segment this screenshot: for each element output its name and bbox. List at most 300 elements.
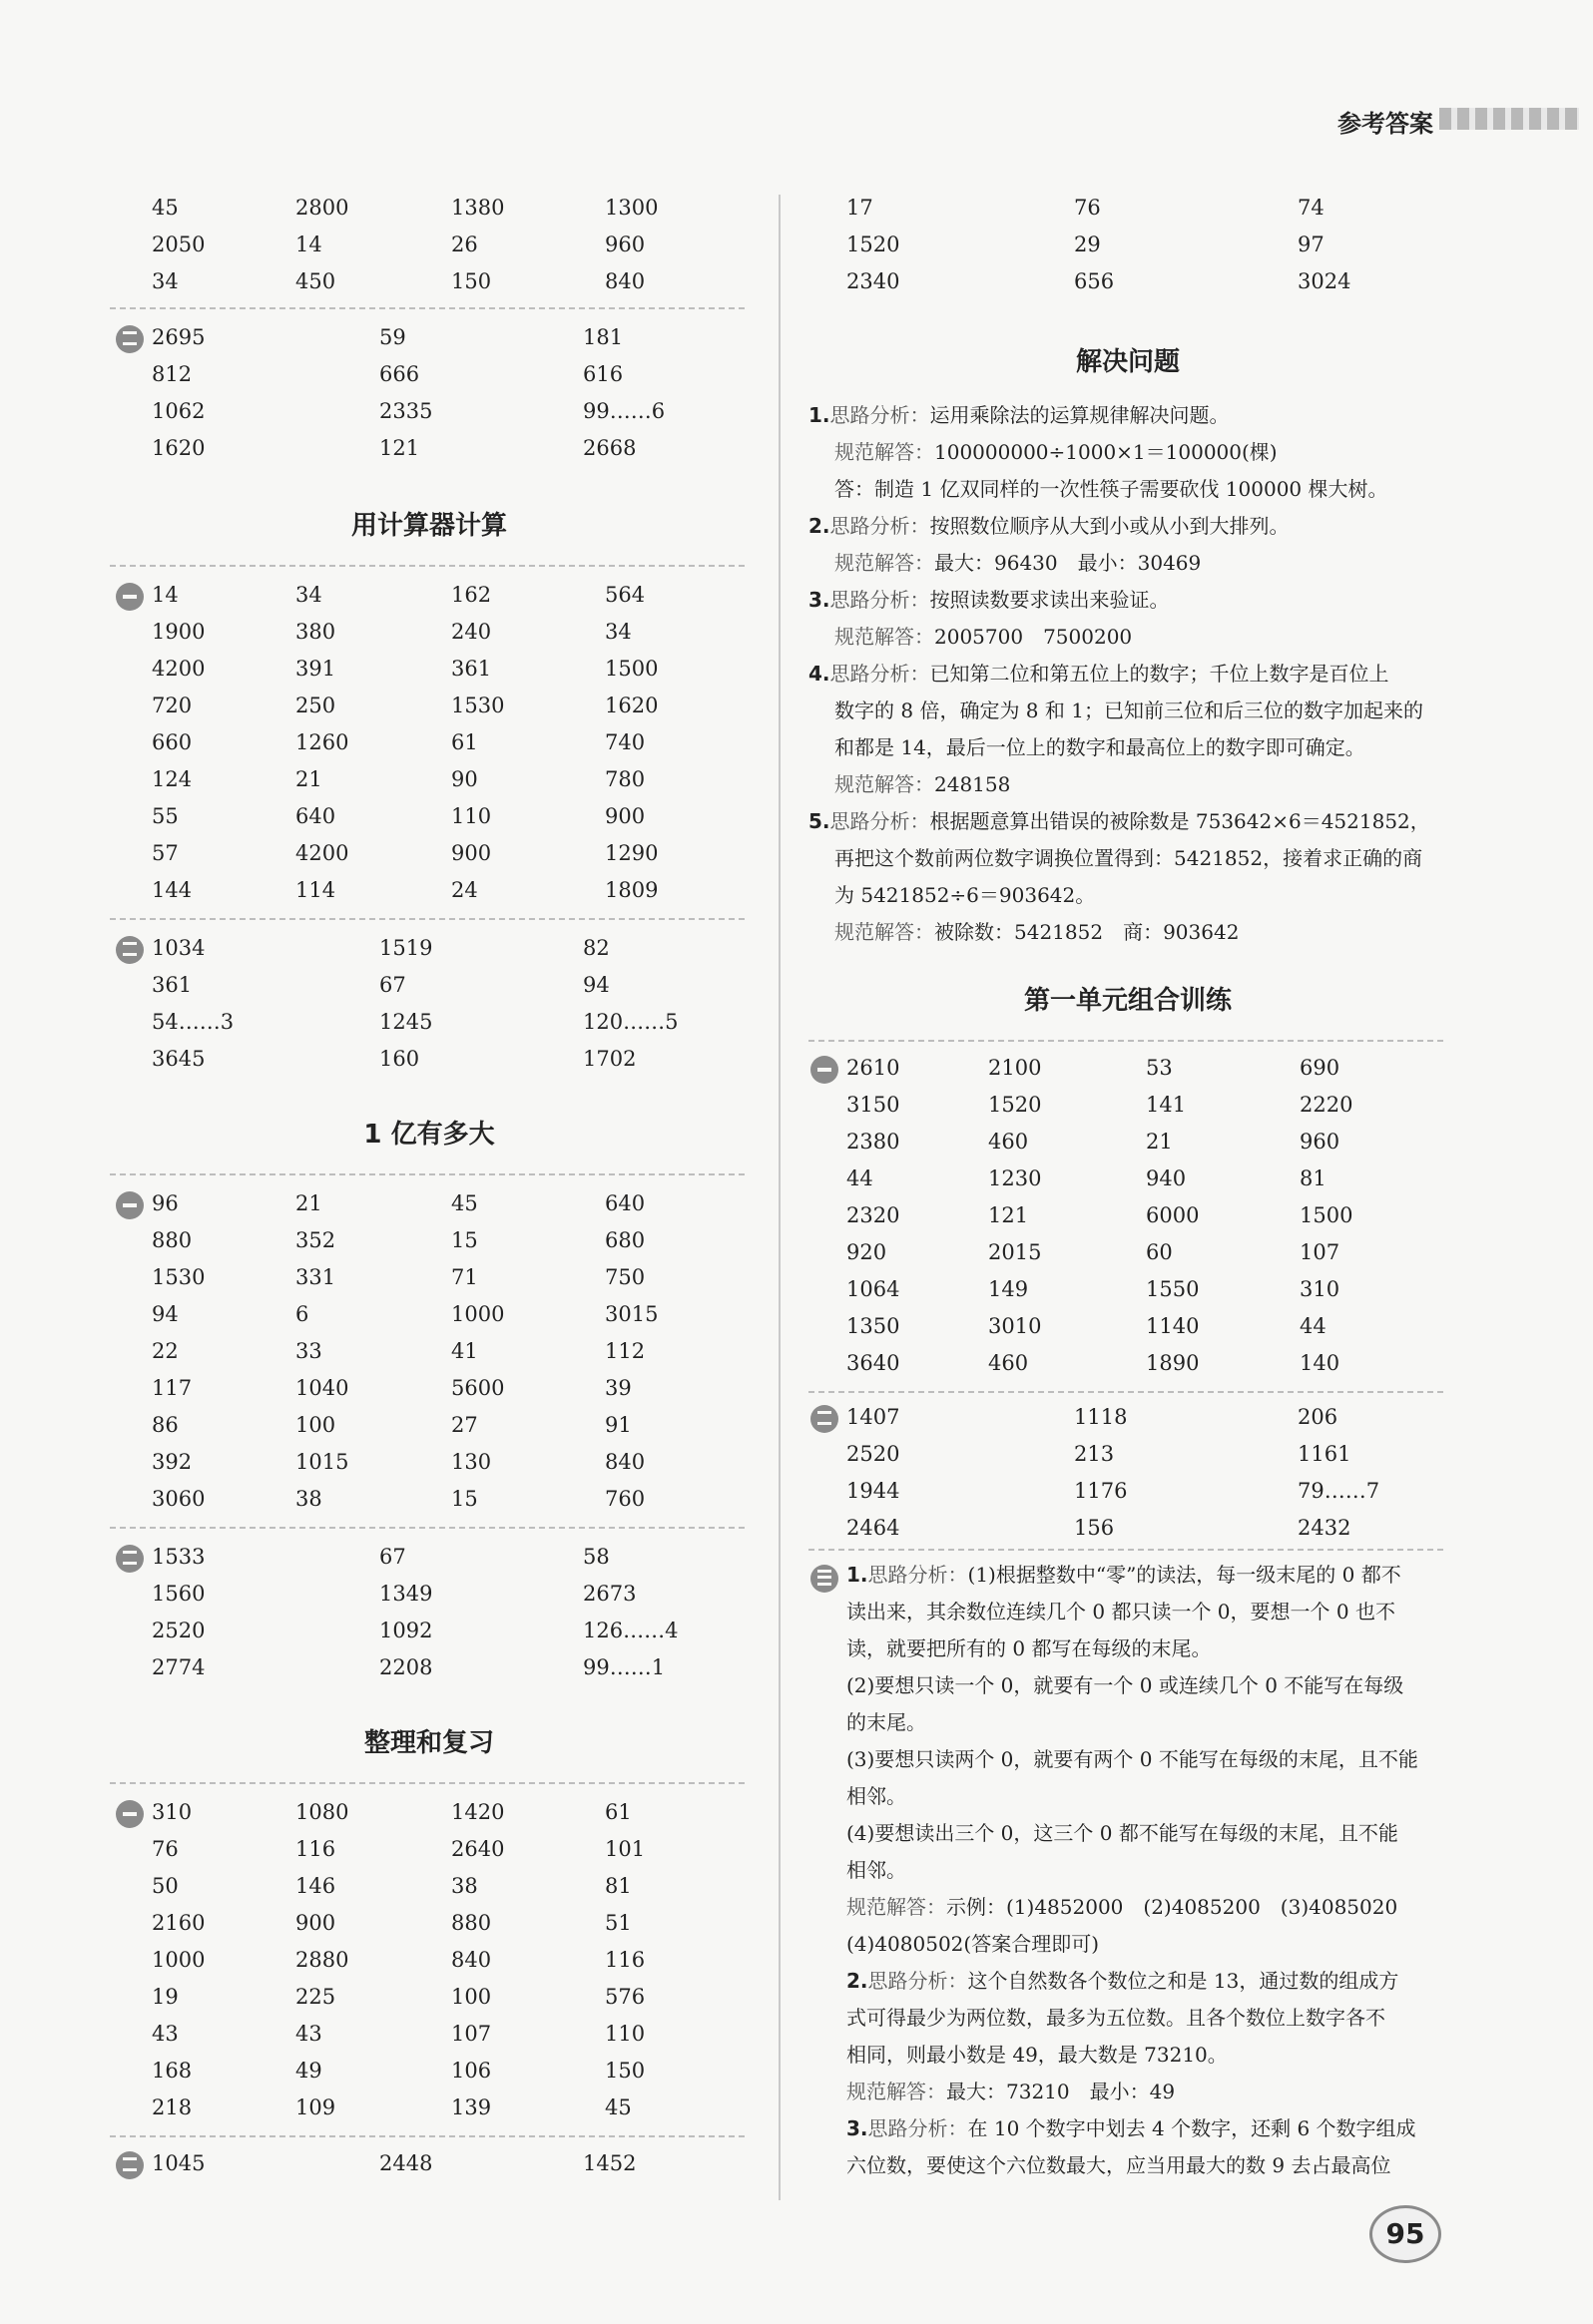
table-row [0,1510,1593,1546]
answer-value: 34 [605,620,632,644]
answer-value: 44 [846,1166,873,1190]
answer-value: 1890 [1146,1351,1200,1375]
answer-value: 51 [605,1911,632,1935]
table-row [0,1345,1593,1381]
answer-value: 60 [1146,1240,1173,1264]
answer-value: 91 [605,1413,632,1437]
answer-value: 206 [1298,1405,1338,1429]
answer-value: 58 [583,1545,610,1569]
answer-value: 1380 [451,196,505,220]
answer-value: 1045 [152,2151,206,2175]
answer-value: 107 [1300,1240,1340,1264]
answer-line [846,1778,906,1815]
answer-value: 564 [605,583,646,607]
answer-value: 141 [1146,1093,1187,1117]
answer-value: 2640 [451,1837,505,1861]
answer-value: 1034 [152,936,206,960]
dashed-separator [808,1391,1443,1393]
answer-value: 19 [152,1985,179,2009]
answer-value: 1230 [988,1166,1042,1190]
answer-text: 的末尾。 [846,1710,926,1734]
answer-value: 656 [1074,269,1115,293]
answer-value: 1000 [451,1302,505,1326]
answer-value: 1118 [1074,1405,1128,1429]
answer-text: 按照读数要求读出来验证。 [929,588,1170,612]
answer-tag: 思路分析： [829,662,930,686]
answer-value: 2050 [152,232,206,256]
answer-value: 680 [605,1228,646,1252]
answer-line [846,1594,1395,1630]
table-row [0,263,1593,299]
answer-line [846,2000,1385,2037]
answer-value: 117 [152,1376,193,1400]
answer-value: 1245 [379,1010,433,1034]
answer-tag: 规范解答： [846,1895,946,1919]
answer-line [846,2147,1390,2184]
answer-value: 45 [152,196,179,220]
answer-value: 21 [295,1191,322,1215]
answer-value: 310 [1300,1277,1340,1301]
answer-value: 1809 [605,878,659,902]
answer-line [846,2074,1175,2110]
answer-value: 576 [605,1985,646,2009]
answer-tag: 思路分析： [867,1969,968,1993]
answer-value: 5600 [451,1376,505,1400]
answer-value: 2673 [583,1582,637,1606]
table-row [0,1271,1593,1307]
answer-value: 97 [1298,232,1325,256]
table-row [0,190,1593,226]
answer-value: 1420 [451,1800,505,1824]
answer-value: 1290 [605,841,659,865]
answer-value: 2610 [846,1056,900,1080]
answer-value: 1080 [295,1800,349,1824]
answer-value: 1260 [295,730,349,754]
table-row [0,1308,1593,1344]
answer-line [846,1704,926,1741]
table-row [0,614,1593,650]
answer-value: 940 [1146,1166,1187,1190]
answer-value: 67 [379,973,406,997]
answer-value: 121 [988,1203,1029,1227]
table-row [0,1234,1593,1270]
dashed-separator [110,307,745,309]
answer-value: 1092 [379,1619,433,1642]
answer-value: 26 [451,232,478,256]
answer-line [834,729,1365,766]
answer-text: (4)要想读出三个 0，这三个 0 都不能写在每级的末尾，且不能 [846,1821,1398,1845]
answer-tag: 规范解答： [834,551,934,575]
answer-value: 460 [988,1351,1029,1375]
answer-text: 在 10 个数字中划去 4 个数字，还剩 6 个数字组成 [967,2116,1416,2140]
answer-text: 和都是 14，最后一位上的数字和最高位上的数字即可确定。 [834,735,1365,759]
answer-tag: 思路分析： [867,2116,968,2140]
answer-text: 运用乘除法的运算规律解决问题。 [929,403,1230,427]
answer-value: 1500 [1300,1203,1353,1227]
answer-text: 根据题意算出错误的被除数是 753642×6＝4521852， [929,809,1430,833]
answer-value: 213 [1074,1442,1115,1466]
answer-value: 2464 [846,1516,900,1540]
answer-line [834,693,1423,729]
answer-value: 3015 [605,1302,659,1326]
answer-value: 4200 [152,657,206,681]
answer-value: 331 [295,1265,336,1289]
answer-value: 49 [295,2059,322,2083]
answer-value: 149 [988,1277,1029,1301]
header-decor-bar [1439,108,1579,130]
answer-value: 1064 [846,1277,900,1301]
answer-value: 900 [605,804,646,828]
answer-value: 59 [379,325,406,349]
section-title: 1 亿有多大 [363,1120,495,1150]
answer-value: 109 [295,2095,336,2119]
question-number: 3. [808,588,830,612]
answer-value: 218 [152,2095,193,2119]
answer-value: 1702 [583,1047,637,1071]
page-number: 95 [1369,2205,1441,2263]
answer-text: 已知第二位和第五位上的数字；千位上数字是百位上 [929,662,1389,686]
answer-value: 460 [988,1130,1029,1154]
answer-value: 1040 [295,1376,349,1400]
answer-line [846,1630,1211,1667]
answer-tag: 思路分析： [829,809,930,833]
answer-value: 780 [605,767,646,791]
answer-value: 116 [295,1837,336,1861]
answer-value: 240 [451,620,492,644]
answer-value: 3645 [152,1047,206,1071]
answer-text: 2005700 7500200 [934,625,1133,649]
answer-value: 120……5 [583,1010,679,1034]
answer-value: 112 [605,1339,646,1363]
answer-tag: 规范解答： [834,440,934,464]
answer-value: 79……7 [1298,1479,1380,1503]
answer-line [834,619,1132,656]
section-title: 整理和复习 [363,1728,494,1758]
question-number: 1. [846,1563,868,1587]
answer-value: 94 [152,1302,179,1326]
answer-value: 1900 [152,620,206,644]
answer-line [846,1889,1397,1926]
answer-text: 式可得最少为两位数，最多为五位数。且各个数位上数字各不 [846,2006,1385,2030]
answer-value: 45 [605,2095,632,2119]
answer-value: 33 [295,1339,322,1363]
answer-value: 86 [152,1413,179,1437]
table-row [0,2053,1593,2089]
answer-value: 121 [379,436,420,460]
answer-text: (1)根据整数中“零”的读法，每一级末尾的 0 都不 [967,1563,1401,1587]
table-row [0,1197,1593,1233]
answer-value: 1350 [846,1314,900,1338]
answer-value: 116 [605,1948,646,1972]
answer-value: 67 [379,1545,406,1569]
answer-line [846,2110,1416,2147]
answer-value: 1620 [152,436,206,460]
answer-text: 最大：73210 最小：49 [946,2080,1176,2103]
answer-value: 2432 [1298,1516,1351,1540]
answer-text: 相同，则最小数是 49，最大数是 73210。 [846,2043,1228,2067]
answer-tag: 规范解答： [846,2080,946,2103]
table-row [0,761,1593,797]
answer-line [808,656,1389,693]
dashed-separator [808,1040,1443,1042]
section-title: 用计算器计算 [350,511,507,541]
answer-value: 181 [583,325,624,349]
answer-value: 2448 [379,2151,433,2175]
answer-value: 156 [1074,1516,1115,1540]
answer-value: 840 [451,1948,492,1972]
answer-value: 1500 [605,657,659,681]
answer-value: 106 [451,2059,492,2083]
dashed-separator [110,565,745,567]
answer-value: 14 [295,232,322,256]
answer-value: 310 [152,1800,193,1824]
answer-value: 55 [152,804,179,828]
answer-value: 1560 [152,1582,206,1606]
answer-value: 21 [1146,1130,1173,1154]
answer-value: 1140 [1146,1314,1200,1338]
answer-line [846,2037,1228,2074]
dashed-separator [110,918,745,920]
answer-value: 2100 [988,1056,1042,1080]
answer-line [808,508,1290,545]
answer-value: 380 [295,620,336,644]
answer-value: 110 [451,804,492,828]
answer-value: 14 [152,583,179,607]
answer-value: 900 [451,841,492,865]
answer-tag: 规范解答： [834,772,934,796]
answer-value: 15 [451,1228,478,1252]
answer-value: 2695 [152,325,206,349]
answer-value: 43 [295,2022,322,2046]
dashed-separator [808,1549,1443,1551]
answer-value: 392 [152,1450,193,1474]
answer-text: 最大：96430 最小：30469 [934,551,1202,575]
answer-line [834,766,1010,803]
answer-value: 139 [451,2095,492,2119]
answer-value: 3010 [988,1314,1042,1338]
answer-tag: 规范解答： [834,920,934,944]
answer-value: 74 [1298,196,1325,220]
answer-value: 107 [451,2022,492,2046]
answer-value: 53 [1146,1056,1173,1080]
answer-value: 99……1 [583,1655,666,1679]
answer-value: 82 [583,936,610,960]
answer-value: 690 [1300,1056,1340,1080]
answer-text: 读，就要把所有的 0 都写在每级的末尾。 [846,1636,1212,1660]
answer-line [808,803,1430,840]
answer-line [834,545,1201,582]
table-row [0,430,1593,466]
answer-tag: 规范解答： [834,625,934,649]
answer-value: 1520 [846,232,900,256]
table-row [0,1161,1593,1196]
answer-value: 114 [295,878,336,902]
answer-value: 760 [605,1487,646,1511]
answer-tag: 思路分析： [867,1563,968,1587]
section-title: 解决问题 [1075,347,1180,377]
answer-value: 1015 [295,1450,349,1474]
answer-value: 61 [451,730,478,754]
answer-line [846,1741,1418,1778]
answer-value: 34 [152,269,179,293]
table-row [0,1436,1593,1472]
answer-value: 361 [152,973,193,997]
answer-value: 1300 [605,196,659,220]
question-number: 2. [808,514,830,538]
header-title: 参考答案 [1337,110,1433,138]
answer-tag: 思路分析： [829,514,930,538]
answer-value: 1519 [379,936,433,960]
answer-value: 1530 [451,694,505,717]
dashed-separator [110,1782,745,1784]
table-row [0,1087,1593,1123]
answer-value: 2335 [379,399,433,423]
question-number: 2. [846,1969,868,1993]
answer-value: 1452 [583,2151,637,2175]
answer-value: 81 [1300,1166,1327,1190]
answer-text: 示例：(1)4852000 (2)4085200 (3)4085020 [946,1895,1398,1919]
answer-value: 29 [1074,232,1101,256]
answer-text: (3)要想只读两个 0，就要有两个 0 不能写在每级的末尾，且不能 [846,1747,1418,1771]
answer-value: 2320 [846,1203,900,1227]
table-row [0,393,1593,429]
answer-value: 24 [451,878,478,902]
answer-line [834,877,1095,914]
section-three-icon [810,1565,838,1593]
answer-value: 900 [295,1911,336,1935]
table-row [0,1399,1593,1435]
answer-value: 45 [451,1191,478,1215]
answer-value: 2880 [295,1948,349,1972]
answer-value: 71 [451,1265,478,1289]
answer-value: 1533 [152,1545,206,1569]
answer-value: 100 [451,1985,492,2009]
answer-value: 17 [846,196,873,220]
answer-value: 90 [451,767,478,791]
answer-value: 110 [605,2022,646,2046]
answer-line [846,1852,906,1889]
answer-value: 44 [1300,1314,1327,1338]
answer-value: 3060 [152,1487,206,1511]
answer-value: 61 [605,1800,632,1824]
answer-value: 94 [583,973,610,997]
answer-text: 248158 [934,772,1011,796]
answer-line [834,434,1278,471]
answer-value: 1530 [152,1265,206,1289]
answer-value: 27 [451,1413,478,1437]
answer-value: 3150 [846,1093,900,1117]
answer-value: 38 [451,1874,478,1898]
table-row [0,1124,1593,1160]
table-row [0,1050,1593,1086]
answer-value: 99……6 [583,399,666,423]
answer-value: 640 [295,804,336,828]
answer-value: 352 [295,1228,336,1252]
answer-value: 840 [605,1450,646,1474]
answer-value: 812 [152,362,193,386]
answer-value: 126……4 [583,1619,679,1642]
answer-value: 50 [152,1874,179,1898]
answer-value: 6000 [1146,1203,1200,1227]
answer-value: 124 [152,767,193,791]
answer-line [808,582,1170,619]
answer-value: 225 [295,1985,336,2009]
answer-value: 616 [583,362,624,386]
dashed-separator [110,2135,745,2137]
answer-value: 740 [605,730,646,754]
answer-value: 1161 [1298,1442,1351,1466]
answer-value: 2800 [295,196,349,220]
answer-value: 101 [605,1837,646,1861]
answer-value: 150 [605,2059,646,2083]
answer-value: 41 [451,1339,478,1363]
answer-value: 22 [152,1339,179,1363]
answer-text: 为 5421852÷6＝903642。 [834,883,1096,907]
answer-line [846,1926,1099,1963]
answer-value: 43 [152,2022,179,2046]
answer-value: 4200 [295,841,349,865]
answer-text: 六位数，要使这个六位数最大，应当用最大的数 9 去占最高位 [846,2153,1391,2177]
answer-value: 160 [379,1047,420,1071]
answer-text: 这个自然数各个数位之和是 13，通过数的组成方 [967,1969,1399,1993]
answer-line [834,840,1422,877]
answer-value: 21 [295,767,322,791]
answer-value: 1620 [605,694,659,717]
answer-value: 3640 [846,1351,900,1375]
answer-value: 6 [295,1302,309,1326]
question-number: 5. [808,809,830,833]
answer-value: 2520 [152,1619,206,1642]
answer-value: 2340 [846,269,900,293]
answer-text: 答：制造 1 亿双同样的一次性筷子需要砍伐 100000 棵大树。 [834,477,1388,501]
answer-value: 39 [605,1376,632,1400]
answer-value: 1176 [1074,1479,1128,1503]
answer-value: 1000 [152,1948,206,1972]
answer-value: 840 [605,269,646,293]
answer-value: 250 [295,694,336,717]
question-number: 4. [808,662,830,686]
table-row [0,577,1593,613]
answer-text: 读出来，其余数位连续几个 0 都只读一个 0，要想一个 0 也不 [846,1600,1395,1624]
table-row [0,930,1593,966]
answer-value: 76 [152,1837,179,1861]
answer-line [846,1815,1398,1852]
answer-value: 450 [295,269,336,293]
answer-value: 15 [451,1487,478,1511]
answer-value: 960 [605,232,646,256]
answer-value: 2380 [846,1130,900,1154]
answer-text: 按照数位顺序从大到小或从小到大排列。 [929,514,1290,538]
answer-value: 54……3 [152,1010,235,1034]
answer-value: 2520 [846,1442,900,1466]
answer-value: 880 [152,1228,193,1252]
question-number: 1. [808,403,830,427]
answer-value: 2208 [379,1655,433,1679]
answer-value: 130 [451,1450,492,1474]
answer-text: 100000000÷1000×1＝100000(棵) [934,440,1278,464]
question-number: 3. [846,2116,868,2140]
answer-text: (2)要想只读一个 0，就要有一个 0 或连续几个 0 不能写在每级 [846,1673,1404,1697]
answer-text: (4)4080502(答案合理即可) [846,1932,1100,1956]
answer-value: 920 [846,1240,887,1264]
answer-value: 880 [451,1911,492,1935]
answer-line [846,1557,1401,1594]
answer-text: 被除数：5421852 商：903642 [934,920,1240,944]
answer-value: 38 [295,1487,322,1511]
table-row [0,1473,1593,1509]
answer-value: 2160 [152,1911,206,1935]
answer-value: 960 [1300,1130,1340,1154]
